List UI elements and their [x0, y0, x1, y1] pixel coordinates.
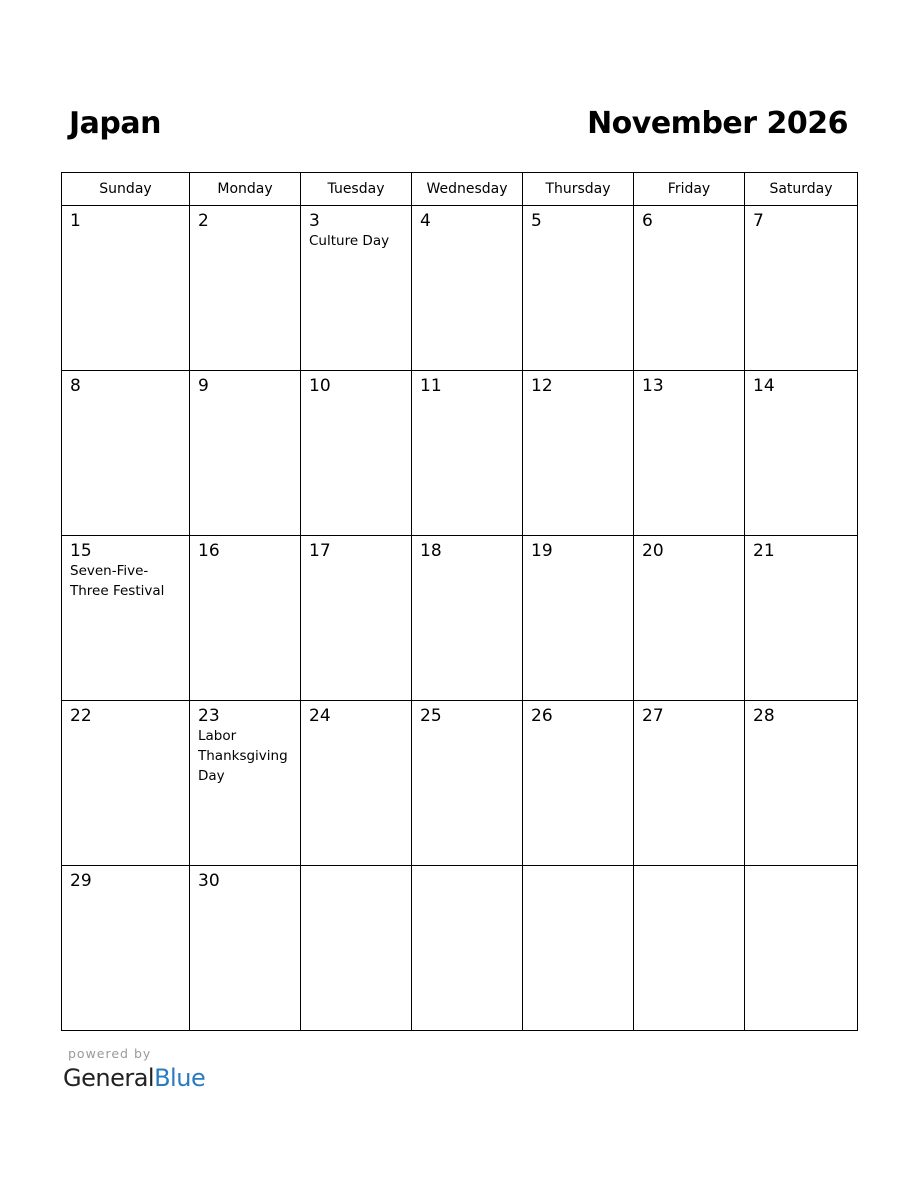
day-number: 10 — [309, 376, 331, 396]
day-cell — [62, 701, 190, 866]
day-cell — [412, 536, 523, 701]
day-number: 28 — [753, 706, 775, 726]
day-cell — [745, 206, 858, 371]
day-cell — [62, 866, 190, 1031]
week-row — [62, 536, 858, 701]
day-cell — [301, 371, 412, 536]
week-row — [62, 371, 858, 536]
day-cell — [523, 206, 634, 371]
day-cell — [412, 371, 523, 536]
day-number: 18 — [420, 541, 442, 561]
day-number: 7 — [753, 211, 764, 231]
day-number: 25 — [420, 706, 442, 726]
day-number: 12 — [531, 376, 553, 396]
day-number: 21 — [753, 541, 775, 561]
day-number: 27 — [642, 706, 664, 726]
generalblue-logo — [63, 1062, 205, 1094]
day-number: 26 — [531, 706, 553, 726]
day-cell — [190, 206, 301, 371]
powered-by-label: powered by — [68, 1046, 152, 1061]
day-number: 8 — [70, 376, 81, 396]
weekday-wednesday: Wednesday — [412, 173, 523, 206]
day-number: 17 — [309, 541, 331, 561]
day-number: 16 — [198, 541, 220, 561]
day-cell — [301, 701, 412, 866]
day-cell — [745, 371, 858, 536]
week-row — [62, 701, 858, 866]
week-row — [62, 206, 858, 371]
day-cell — [301, 206, 412, 371]
day-number: 23 — [198, 706, 220, 726]
holiday-label: Seven-Five-Three Festival — [70, 563, 165, 599]
day-cell — [523, 536, 634, 701]
logo-general-text: General — [63, 1064, 155, 1092]
weekday-header-row — [62, 173, 858, 206]
day-cell — [523, 371, 634, 536]
day-cell — [745, 536, 858, 701]
day-number: 5 — [531, 211, 542, 231]
day-cell — [301, 866, 412, 1031]
calendar-grid — [61, 172, 858, 1031]
day-cell — [301, 536, 412, 701]
day-number: 2 — [198, 211, 209, 231]
day-number: 9 — [198, 376, 209, 396]
day-number: 1 — [70, 211, 81, 231]
calendar-body — [62, 206, 858, 1031]
day-number: 30 — [198, 871, 220, 891]
day-cell — [634, 371, 745, 536]
weekday-tuesday: Tuesday — [301, 173, 412, 206]
weekday-thursday: Thursday — [523, 173, 634, 206]
day-cell — [523, 866, 634, 1031]
week-row — [62, 866, 858, 1031]
day-number: 4 — [420, 211, 431, 231]
day-cell — [190, 371, 301, 536]
day-cell — [412, 206, 523, 371]
holiday-label: Culture Day — [309, 233, 390, 249]
day-cell — [190, 701, 301, 866]
day-number: 29 — [70, 871, 92, 891]
day-cell — [412, 701, 523, 866]
day-number: 14 — [753, 376, 775, 396]
day-cell — [190, 536, 301, 701]
weekday-monday: Monday — [190, 173, 301, 206]
country-title: Japan — [69, 106, 161, 141]
day-cell — [745, 866, 858, 1031]
weekday-friday: Friday — [634, 173, 745, 206]
day-number: 11 — [420, 376, 442, 396]
day-cell — [62, 206, 190, 371]
day-number: 3 — [309, 211, 320, 231]
day-cell — [190, 866, 301, 1031]
day-cell — [62, 536, 190, 701]
weekday-saturday: Saturday — [745, 173, 858, 206]
day-cell — [523, 701, 634, 866]
day-cell — [634, 701, 745, 866]
logo-blue-text: Blue — [154, 1064, 206, 1092]
holiday-label: Labor Thanksgiving Day — [198, 728, 288, 784]
day-number: 13 — [642, 376, 664, 396]
day-number: 19 — [531, 541, 553, 561]
day-cell — [634, 206, 745, 371]
day-cell — [745, 701, 858, 866]
weekday-sunday: Sunday — [62, 173, 190, 206]
day-number: 24 — [309, 706, 331, 726]
day-cell — [62, 371, 190, 536]
day-number: 6 — [642, 211, 653, 231]
day-cell — [634, 866, 745, 1031]
day-number: 15 — [70, 541, 92, 561]
day-number: 22 — [70, 706, 92, 726]
month-year-title: November 2026 — [587, 106, 848, 141]
day-cell — [412, 866, 523, 1031]
day-number: 20 — [642, 541, 664, 561]
day-cell — [634, 536, 745, 701]
